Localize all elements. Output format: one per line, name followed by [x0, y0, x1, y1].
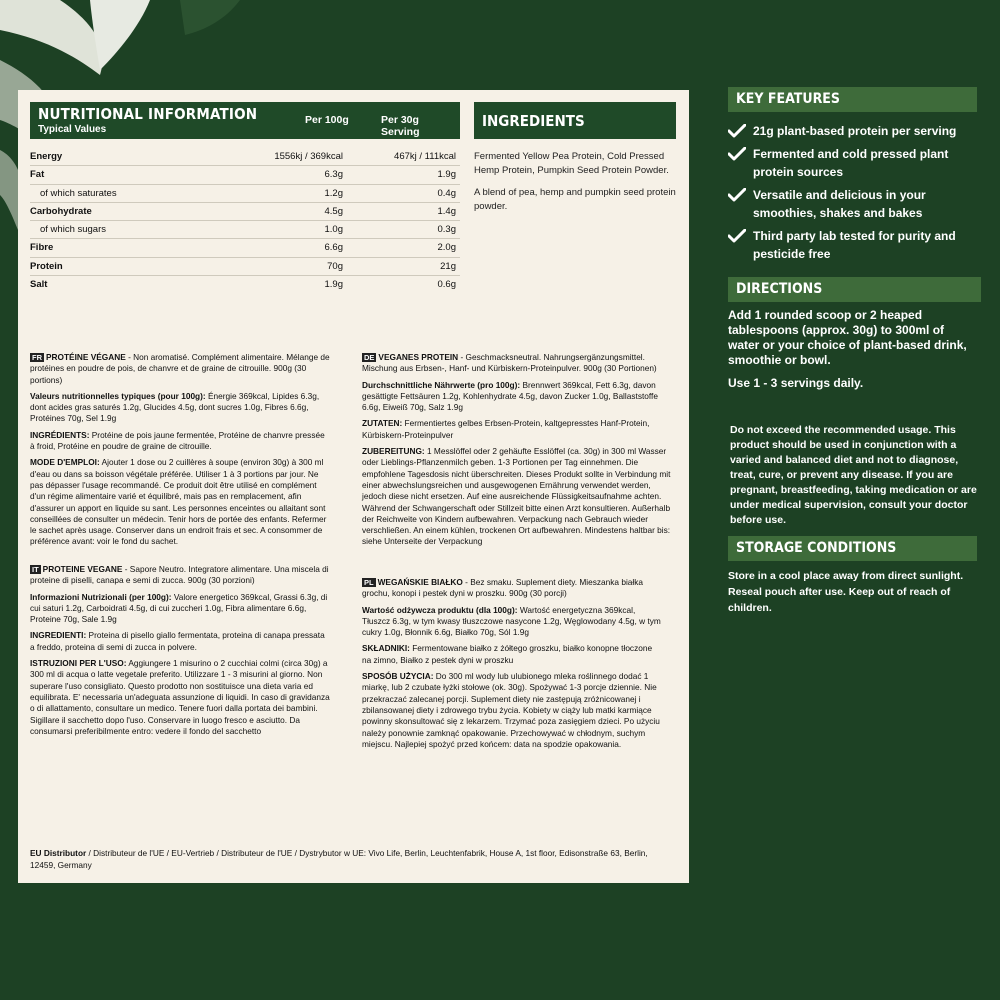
row-label: Fat: [30, 169, 45, 181]
table-row: [30, 148, 460, 166]
ingredients-title: INGREDIENTS: [482, 112, 585, 130]
directions-servings: Use 1 - 3 servings daily.: [728, 376, 864, 390]
distributor-langs: / Distributeur de l'UE / EU-Vertrieb / Distributeur de l'UE / Dystrybutor w UE:: [86, 848, 367, 858]
lang-title: PROTÉINE VÉGANE: [46, 352, 126, 362]
lang-ing-label: ZUTATEN:: [362, 418, 403, 429]
row-serving: 1.4g: [437, 205, 456, 217]
row-label: Protein: [30, 260, 63, 272]
lang-use-label: ISTRUZIONI PER L'USO:: [30, 658, 127, 669]
feature-text: Fermented and cold pressed plant protein sources: [753, 147, 949, 179]
lang-title: PROTEINE VEGANE: [42, 564, 123, 574]
lang-ing: Protéine de pois jaune fermentée, Protéine de chanvre pressée à froid, Protéine en poudre de graine de citrouille.: [30, 429, 325, 452]
row-serving: 467kj / 111kcal: [394, 151, 456, 162]
storage-title: STORAGE CONDITIONS: [736, 540, 897, 556]
per-serving-header: Per 30g Serving: [381, 114, 420, 138]
key-features-list: [728, 122, 988, 268]
per-100g-header: Per 100g: [305, 114, 349, 126]
lang-intro: - Sapore Neutro. Integratore alimentare. Una miscela di proteine di piselli, canapa e semi di zucca. 900g (30 porzioni): [30, 564, 329, 586]
lang-intro: - Geschmacksneutral. Nahrungsergänzungsmittel. Mischung aus Erbsen-, Hanf- und Kürbiskern-Proteinpulver. 900g (30 Portionen): [362, 352, 657, 374]
distributor-label: EU Distributor: [30, 848, 87, 858]
directions-title: DIRECTIONS: [736, 281, 823, 297]
lang-block-pl: [362, 577, 662, 755]
key-features-title: KEY FEATURES: [736, 91, 840, 107]
lang-nut-label: Durchschnittliche Nährwerte (pro 100g):: [362, 379, 521, 390]
distributor-address: Vivo Life, Berlin, Leuchtenfabrik, House A, 1st floor, Edisonstraße 63, Berlin, 12459, Germany: [30, 848, 648, 870]
row-label: Fibre: [30, 242, 54, 254]
nutrition-header: [30, 102, 460, 139]
table-row: [30, 239, 460, 257]
row-label: Salt: [30, 279, 48, 291]
list-item: [728, 145, 988, 181]
lang-title: WEGAŃSKIE BIAŁKO: [377, 577, 463, 587]
lang-use-label: MODE D'EMPLOI:: [30, 457, 100, 468]
row-per100: 1556kj / 369kcal: [274, 151, 343, 162]
lang-nut: Brennwert 369kcal, Fett 6.3g, davon gesättigte Fettsäuren 1.2g, Kohlenhydrate 4.5g, davon Zucker 1.0g, Ballaststoffe 6.6g, Eiweiß 70g, Salz 1.9g: [362, 379, 658, 413]
lang-nut: Énergie 369kcal, Lipides 6.3g, dont acides gras saturés 1.2g, Glucides 4.5g, dont sucres 1.0g, Fibres 6.6g, Protéines 70g, Sel 1.9g: [30, 390, 320, 424]
lang-ing-label: INGRÉDIENTS:: [30, 429, 90, 440]
row-per100: 1.9g: [324, 279, 343, 291]
row-per100: 1.0g: [324, 224, 343, 236]
table-row: [30, 221, 460, 239]
feature-text: 21g plant-based protein per serving: [753, 124, 957, 138]
row-label: Carbohydrate: [30, 205, 92, 217]
lang-block-de: [362, 352, 672, 553]
nutrition-table: [30, 148, 460, 293]
feature-text: Versatile and delicious in your smoothies, shakes and bakes: [753, 188, 926, 220]
check-icon: [728, 124, 746, 138]
nutrition-subtitle: Typical Values: [38, 124, 107, 135]
lang-tag: PL: [364, 578, 374, 587]
lang-use-label: SPOSÓB UŻYCIA:: [362, 671, 434, 682]
list-item: [728, 186, 988, 222]
table-row: [30, 203, 460, 221]
ingredients-description: A blend of pea, hemp and pumpkin seed protein powder.: [474, 187, 676, 212]
ingredients-text: [474, 150, 679, 222]
table-row: [30, 166, 460, 184]
lang-ing-label: INGREDIENTI:: [30, 630, 87, 641]
row-serving: 0.6g: [437, 279, 456, 291]
lang-use: Ajouter 1 dose ou 2 cuillères à soupe (environ 30g) à 300 ml d'eau ou dans sa boisson végétale préférée. Utiliser 1 à 3 portions par jour. Ne pas dépasser l'usage recommandé. Ce produit doit être utilisé en complément d'un régime alimentaire varié et équilibré, mais pas en remplacement, afin d'assurer un apport en liquide su sant. Les personnes enceintes ou allaitant sont conseillées de consulter un médecin. Tenir hors de portée des enfants. Refermer le sachet après usage. Conserver dans un endroit frais et sec. A consommer de préférence avant: voir le fond du sachet.: [30, 457, 327, 547]
lang-intro: - Non aromatisé. Complément alimentaire. Mélange de protéines en poudre de pois, de chanvre et de graine de citrouille. 900g (30 portions): [30, 352, 330, 385]
row-serving: 1.9g: [437, 169, 456, 181]
table-row: [30, 185, 460, 203]
storage-text: Store in a cool place away from direct sunlight. Reseal pouch after use. Keep out of reach of children.: [728, 570, 964, 614]
lang-nut-label: Wartość odżywcza produktu (dla 100g):: [362, 604, 518, 615]
label-panel: [18, 90, 689, 883]
directions-text: [728, 308, 978, 399]
directions-instructions: Add 1 rounded scoop or 2 heaped tablespoons (approx. 30g) to 300ml of water or your choice of plant-based drink, smoothie or bowl.: [728, 308, 967, 367]
lang-tag: IT: [32, 565, 39, 574]
lang-use: 1 Messlöffel oder 2 gehäufte Esslöffel (ca. 30g) in 300 ml Wasser oder Lieblings-Pflanzenmilch geben. 1-3 Portionen per Tag einnehmen. Die empfohlene Tagesdosis nicht überschreiten. Dieses Produkt sollte in Verbindung mit einer abwechslungsreichen und ausgewogenen Ernährung verwendet werden, jedoch diese nicht ersetzen. Auf eine ausreichende Flüssigkeitsaufnahme achten. Während der Schwangerschaft oder Stillzeit bitte einen Arzt konsultieren. Außerhalb der Reichweite von Kindern aufbewahren. Verpackung nach Gebrauch wieder verschließen. An einem kühlen, trockenen Ort aufbewahren. Mindestens haltbar bis: siehe Unterseite der Verpackung: [362, 446, 671, 547]
lang-ing-label: SKŁADNIKI:: [362, 643, 410, 654]
lang-nut-label: Informazioni Nutrizionali (per 100g):: [30, 591, 172, 602]
table-row: [30, 258, 460, 276]
table-row: [30, 276, 460, 293]
list-item: [728, 122, 988, 140]
lang-use-label: ZUBEREITUNG:: [362, 446, 425, 457]
directions-header: [728, 277, 981, 302]
row-label: of which sugars: [40, 224, 107, 236]
feature-text: Third party lab tested for purity and pesticide free: [753, 229, 956, 261]
row-label: of which saturates: [40, 187, 117, 199]
lang-intro: - Bez smaku. Suplement diety. Mieszanka białka grochu, konopi i pestek dyni w proszku. 900g (30 porcji): [362, 577, 644, 599]
lang-ing: Proteina di pisello giallo fermentata, proteina di canapa pressata a freddo, proteina di semi di zucca in polvere.: [30, 630, 325, 652]
list-item: [728, 227, 988, 263]
lang-ing: Fermentiertes gelbes Erbsen-Protein, kaltgepresstes Hanf-Protein, Kürbiskern-Proteinpulver: [362, 418, 650, 440]
lang-use: Aggiungere 1 misurino o 2 cucchiai colmi (circa 30g) a 300 ml di acqua o latte vegetale preferito. Utilizzare 1 - 3 misurini al giorno. Non superare l'uso consigliato. Questo prodotto non sostituisce una dieta varia ed equilibrata. E' necessaria un'adeguata assunzione di liquidi. In caso di gravidanza o di allattamento, consultare un medico. Tenere fuori dalla portata dei bambini. Sigillare il sacchetto dopo l'uso. Conservare in luogo fresco e asciutto. Da consumarsi preferibilmente entro: vedere il fondo del sacchetto: [30, 658, 330, 736]
check-icon: [728, 229, 746, 243]
storage-header: [728, 536, 977, 561]
check-icon: [728, 188, 746, 202]
lang-nut: Wartość energetyczna 369kcal, Tłuszcz 6.3g, w tym kwasy tłuszczowe nasycone 1.2g, Węglowodany 4.5g, w tym cukry 1.0g, Błonnik 6.6g, Białko 70g, Sól 1.9g: [362, 604, 661, 638]
ingredients-list: Fermented Yellow Pea Protein, Cold Pressed Hemp Protein, Pumpkin Seed Protein Powder.: [474, 151, 669, 176]
lang-ing: Fermentowane białko z żółtego groszku, białko konopne tłoczone na zimno, Białko z pestek dyni w proszku: [362, 643, 653, 665]
row-serving: 21g: [440, 260, 456, 272]
row-per100: 6.3g: [324, 169, 343, 181]
row-serving: 0.4g: [437, 187, 456, 199]
nutrition-title: NUTRITIONAL INFORMATION: [38, 105, 258, 123]
lang-tag: FR: [32, 353, 42, 362]
warning-text: Do not exceed the recommended usage. This product should be used in conjunction with a varied and balanced diet and not to diagnose, treat, cure, or prevent any disease. If you are pregnant, breastfeeding, taking medication or are under medical supervision, consult your doctor before use.: [730, 424, 977, 526]
lang-block-it: [30, 564, 330, 742]
row-serving: 0.3g: [437, 224, 456, 236]
lang-nut-label: Valeurs nutritionnelles typiques (pour 100g):: [30, 390, 206, 401]
row-label: Energy: [30, 151, 63, 162]
row-per100: 70g: [327, 260, 343, 272]
check-icon: [728, 147, 746, 161]
lang-use: Do 300 ml wody lub ulubionego mleka roślinnego dodać 1 miarkę, lub 2 czubate łyżki stołowe (ok. 30g). Spożywać 1-3 porcje dziennie. Nie przekraczać zalecanej porcji. Suplement diety nie zastępują zróżnicowanej i zbilansowanej diety i zdrowego trybu życia. Kobiety w ciąży lub matki karmiące powinny skonsultować się z lekarzem. Trzymać poza zasięgiem dzieci. Po użyciu należy ponownie zamknąć opakowanie. Przechowywać w chłodnym, suchym miejscu. Najlepiej spożyć przed końcem: data na spodzie opakowania.: [362, 671, 660, 749]
row-per100: 4.5g: [324, 205, 343, 217]
eu-distributor: [30, 847, 670, 871]
row-serving: 2.0g: [437, 242, 456, 254]
ingredients-header: [474, 102, 676, 139]
row-per100: 1.2g: [324, 187, 343, 199]
row-per100: 6.6g: [324, 242, 343, 254]
lang-block-fr: [30, 352, 330, 553]
lang-tag: DE: [364, 353, 375, 362]
key-features-header: [728, 87, 977, 112]
lang-nut: Valore energetico 369kcal, Grassi 6.3g, di cui saturi 1.2g, Carboidrati 4.5g, di cui zuccheri 1.0g, Fibra alimentare 6.6g, Proteine 70g, Sale 1.9g: [30, 591, 328, 625]
lang-title: VEGANES PROTEIN: [378, 352, 459, 362]
